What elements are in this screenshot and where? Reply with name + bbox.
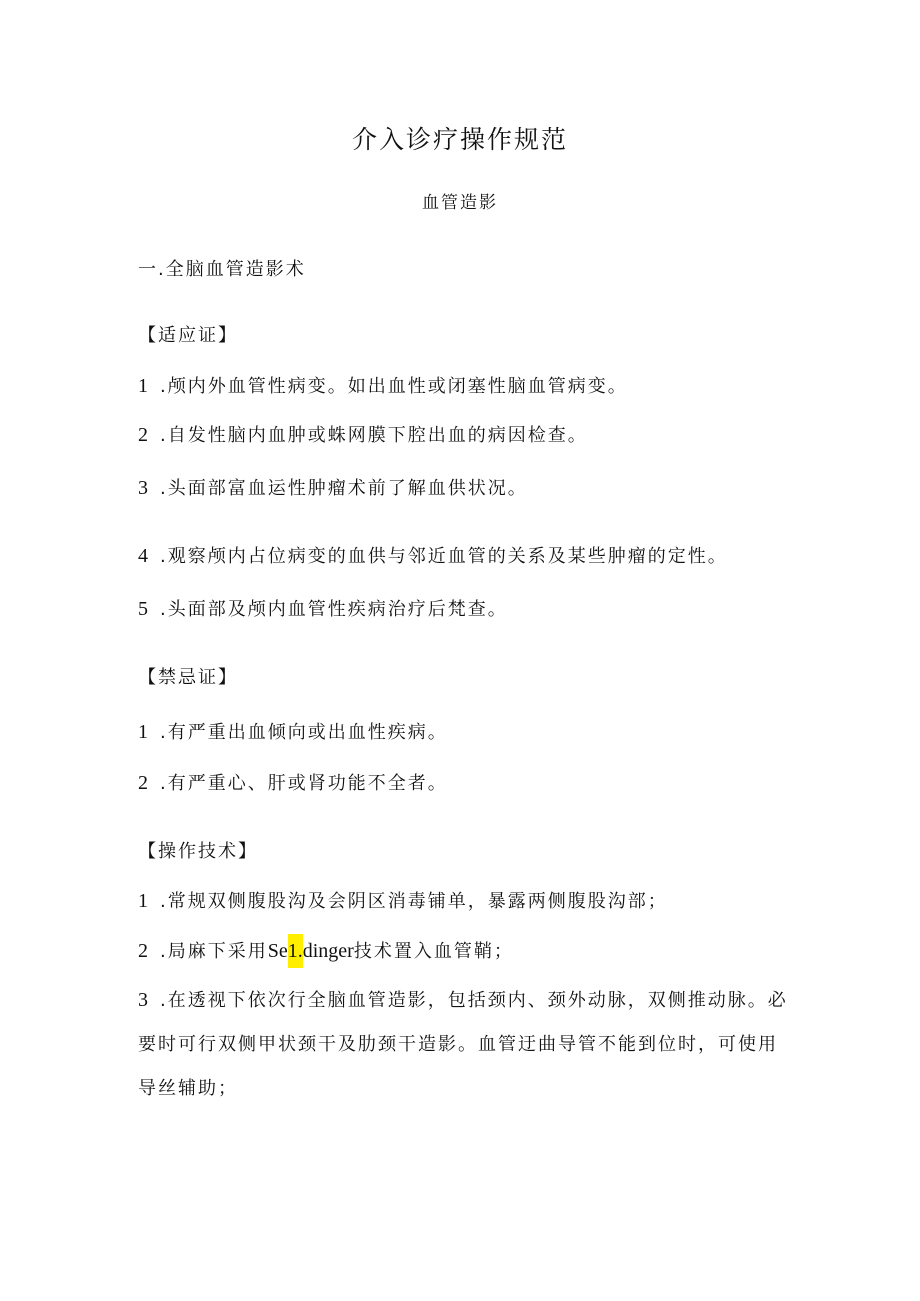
contraindications-heading: 【禁忌证】 <box>138 667 238 688</box>
item-text: 有严重出血倾向或出血性疾病。 <box>167 722 448 743</box>
item-text: 头面部及颅内血管性疾病治疗后梵查。 <box>167 599 508 620</box>
list-item <box>138 937 514 966</box>
latin-text: dinger <box>302 940 354 962</box>
item-separator: . <box>160 941 168 962</box>
list-item <box>138 542 728 571</box>
item-number: 3 <box>138 477 148 499</box>
item-text: 观察颅内占位病变的血供与邻近血管的关系及某些肿瘤的定性。 <box>167 546 728 567</box>
item-number: 1 <box>138 721 148 743</box>
document-subtitle: 血管造影 <box>422 193 498 213</box>
list-item <box>138 595 508 624</box>
item-separator: . <box>160 891 168 912</box>
technique-heading: 【操作技术】 <box>138 841 258 862</box>
item-number: 5 <box>138 598 148 620</box>
item-number: 2 <box>138 772 148 794</box>
document-title: 介入诊疗操作规范 <box>351 125 568 154</box>
item-separator: . <box>160 425 168 446</box>
list-item <box>138 769 448 798</box>
item-text: 自发性脑内血肿或蛛网膜下腔出血的病因检查。 <box>167 425 588 446</box>
item-text: 颅内外血管性病变。如出血性或闭塞性脑血管病变。 <box>167 376 628 397</box>
item-separator: . <box>160 599 168 620</box>
item-separator: . <box>160 722 168 743</box>
item-text: 头面部富血运性肿瘤术前了解血供状况。 <box>167 478 528 499</box>
list-item <box>138 718 448 747</box>
item-number: 1 <box>138 375 148 397</box>
list-item <box>138 978 788 1111</box>
section-heading: 一.全脑血管造影术 <box>138 259 306 280</box>
list-item <box>138 887 668 916</box>
item-number: 1 <box>138 890 148 912</box>
item-number: 2 <box>138 424 148 446</box>
item-text: 有严重心、肝或肾功能不全者。 <box>167 773 448 794</box>
item-separator: . <box>160 478 168 499</box>
highlighted-text: 1. <box>288 934 303 968</box>
list-item <box>138 421 588 450</box>
item-separator: . <box>160 990 168 1011</box>
item-separator: . <box>160 546 168 567</box>
item-text: 在透视下依次行全脑血管造影，包括颈内、颈外动脉，双侧推动脉。必要时可行双侧甲状颈干及肋颈干造影。血管迂曲导管不能到位时，可使用导丝辅助； <box>138 990 788 1099</box>
item-text-after: 技术置入血管鞘； <box>353 941 514 962</box>
item-text: 常规双侧腹股沟及会阴区消毒铺单，暴露两侧腹股沟部； <box>167 891 668 912</box>
indications-heading: 【适应证】 <box>138 325 238 346</box>
item-number: 2 <box>138 940 148 962</box>
item-number: 4 <box>138 545 148 567</box>
list-item <box>138 372 628 401</box>
latin-text: Se <box>267 940 288 962</box>
item-text-before: 局麻下采用 <box>167 941 268 962</box>
list-item <box>138 474 528 503</box>
item-number: 3 <box>138 989 148 1011</box>
item-separator: . <box>160 376 168 397</box>
item-separator: . <box>160 773 168 794</box>
